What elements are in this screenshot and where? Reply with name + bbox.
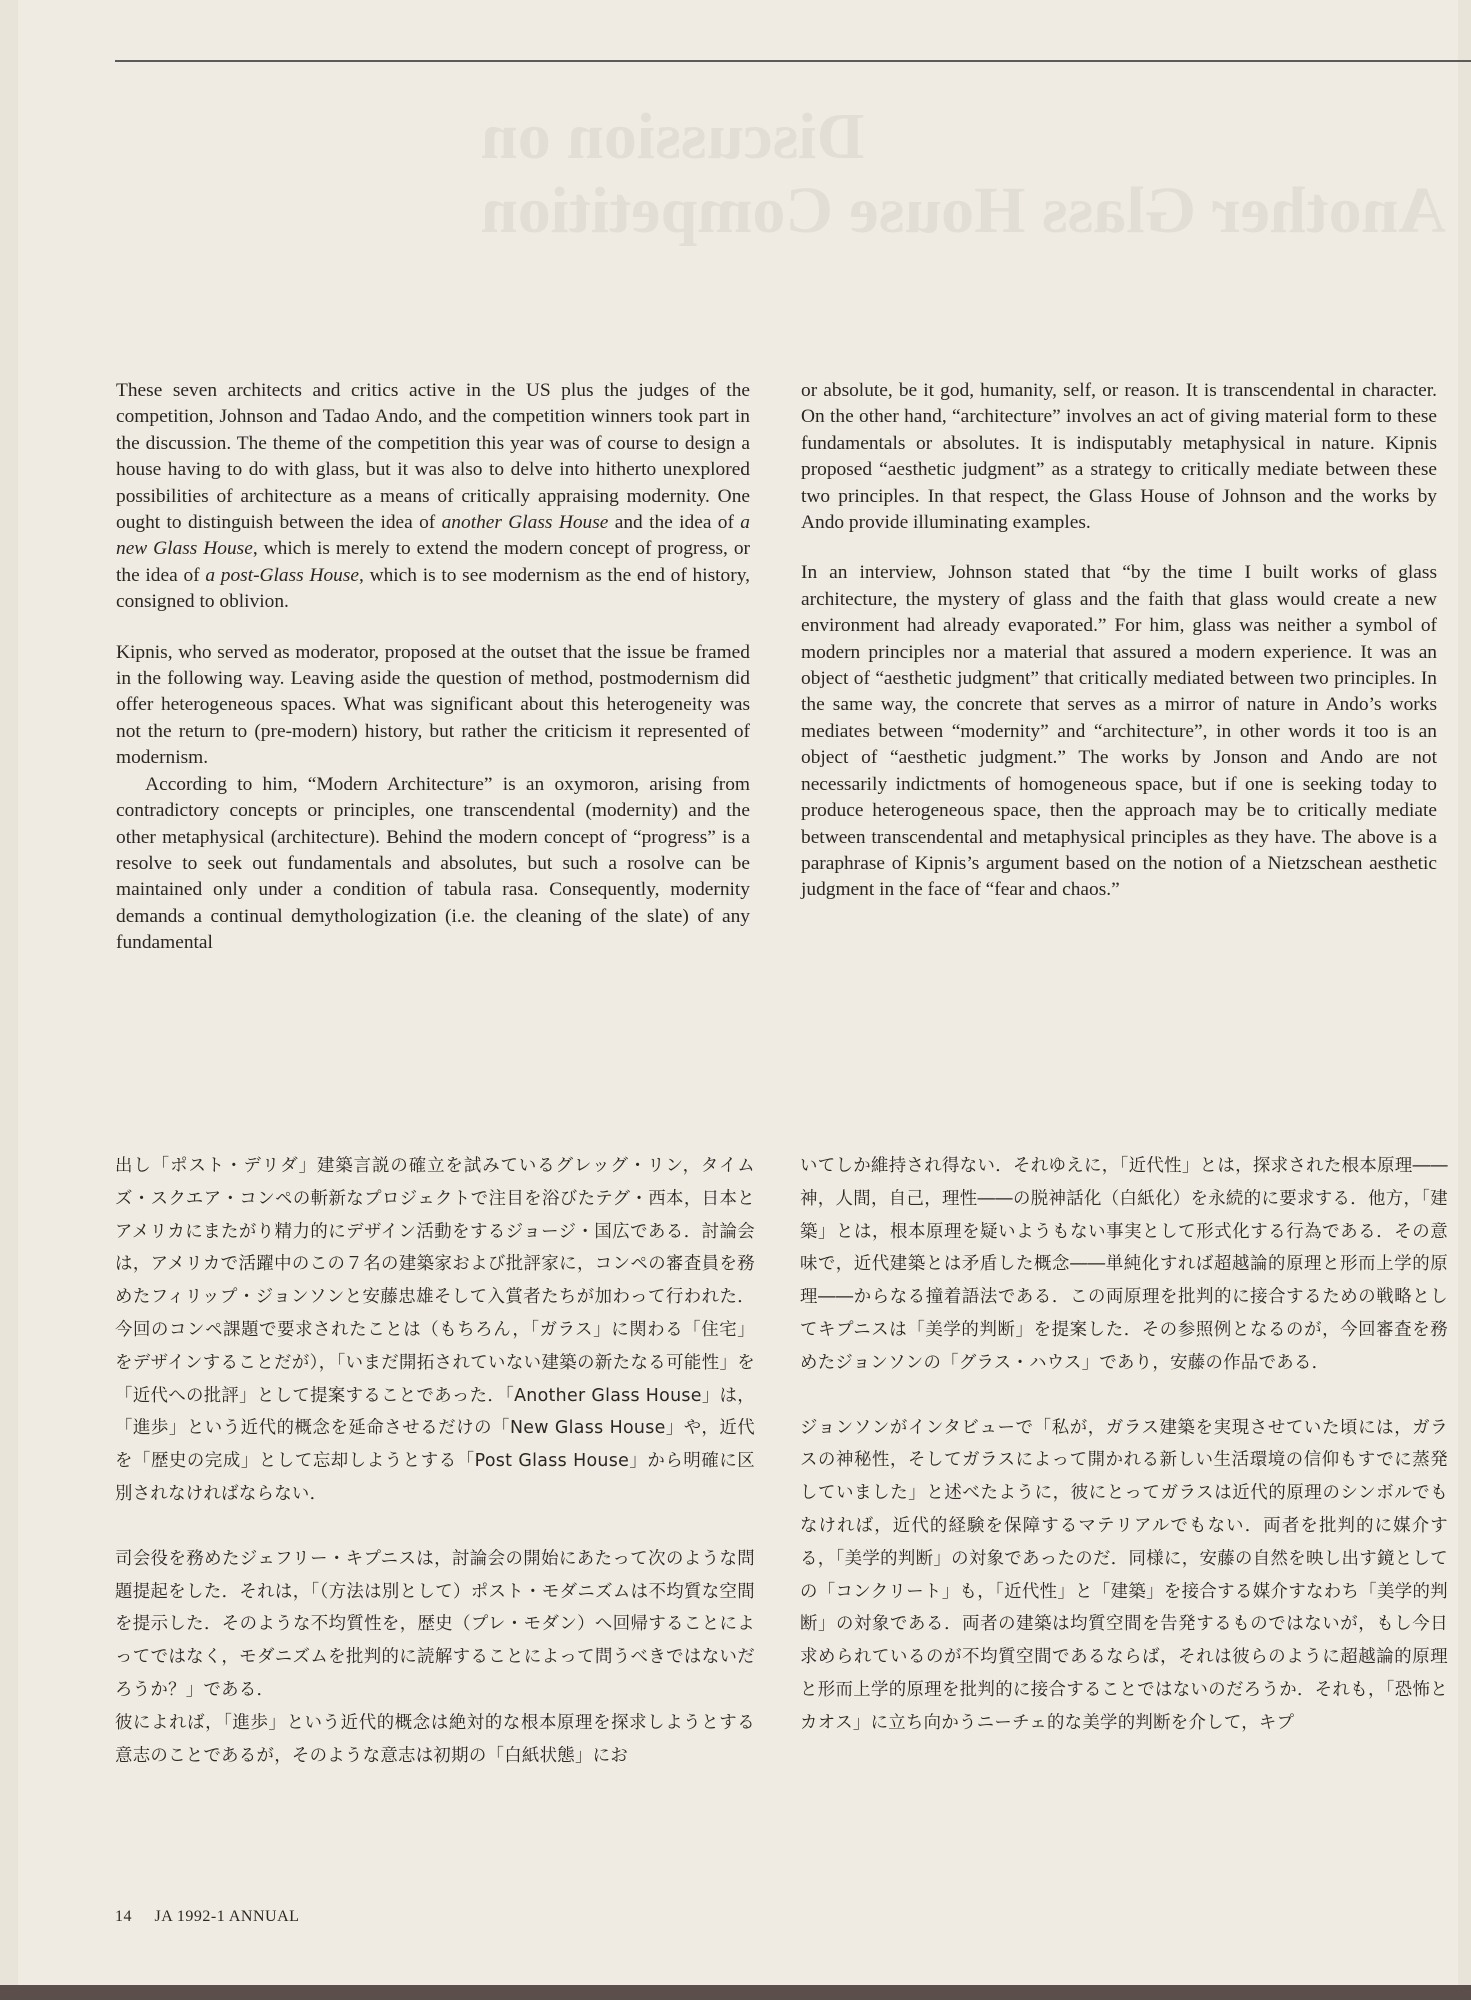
japanese-paragraph-5: ジョンソンがインタビューで「私が，ガラス建築を実現させていた頃には，ガラスの神秘性，そしてガラスによって開かれる新しい生活環境の信仰もすでに蒸発していました」と述べたように，彼にとってガラスは近代的原理のシンボルでもなければ，近代的経験を保障するマテリアルでもない．両者を批判的に媒介する，「美学的判断」の対象であったのだ．同様に，安藤の自然を映し出す鏡としての「コンクリート」も，「近代性」と「建築」を接合する媒介すなわち「美学的判断」の対象である．両者の建築は均質空間を告発するものではないが，もし今日求められているのが不均質空間であるならば，それは彼らのように超越論的原理と形而上学的原理を批判的に接合することではないのだろうか．それも，「恐怖とカオス」に立ち向かうニーチェ的な美学的判断を介して，キプ (800, 1417, 1448, 1733)
publication-name: JA 1992-1 ANNUAL (154, 1908, 300, 1925)
japanese-paragraph-1: 出し「ポスト・デリダ」建築言説の確立を試みているグレッグ・リン，タイムズ・スクエア・コンペの斬新なプロジェクトで注目を浴びたテグ・西本，日本とアメリカにまたがり精力的にデザイン活動をするジョージ・国広である．討論会は，アメリカで活躍中のこの７名の建築家および批評家に，コンペの審査員を務めたフィリップ・ジョンソンと安藤忠雄そして入賞者たちが加わって行われた．今回のコンペ課題で要求されたことは（もちろん，「ガラス」に関わる「住宅」をデザインすることだが），「いまだ開拓されていない建築の新たなる可能性」を「近代への批評」として提案することであった．「Another Glass House」は，「進歩」という近代的概念を延命させるだけの「New Glass House」や，近代を「歴史の完成」として忘却しようとする「Post Glass House」から明確に区別されなければならない． (115, 1156, 755, 1504)
japanese-paragraph-2: 司会役を務めたジェフリー・キプニスは，討論会の開始にあたって次のような問題提起をした．それは，「（方法は別として）ポスト・モダニズムは不均質な空間を提示した．そのような不均質性を，歴史（プレ・モダン）へ回帰することによってではなく，モダニズムを批判的に読解することによって問うべきではないだろうか？」である． (115, 1548, 755, 1700)
english-paragraph-oxymoron: According to him, “Modern Architecture” is an oxymoron, arising from contradictory concepts or principles, one transcendental (modernity) and the other metaphysical (architecture). Behind the modern concept of “progress” is a resolve to seek out fundamentals and absolutes, but such a rosolve can be maintained only under a condition of tabula rasa. Consequently, modernity demands a continual demythologization (i.e. the cleaning of the slate) of any fundamental (116, 773, 750, 954)
italic-term: a post-Glass House (205, 564, 359, 586)
italic-term: a new Glass House (116, 512, 750, 560)
english-column-left (116, 378, 750, 957)
japanese-column-left (115, 1150, 755, 1772)
bleed-through-title (481, 100, 1471, 248)
english-paragraph-intro: These seven architects and critics active in the US plus the judges of the competition, Johnson and Tadao Ando, and the competition winners took part in the discussion. The theme of the competition this year was of course to design a house having to do with glass, but it was also to delve into hitherto unexplored possibilities of architecture as a means of critically appraising modernity. One ought to distinguish between the idea of another Glass House and the idea of a new Glass House, which is merely to extend the modern concept of progress, or the idea of a post-Glass House, which is to see modernism as the end of history, consigned to oblivion. (116, 380, 750, 613)
japanese-paragraph-4: いてしか維持され得ない．それゆえに，「近代性」とは，探求された根本原理――神，人間，自己，理性――の脱神話化（白紙化）を永続的に要求する．他方，「建築」とは，根本原理を疑いようもない事実として形式化する行為である．その意味で，近代建築とは矛盾した概念――単純化すれば超越論的原理と形而上学的原理――からなる撞着語法である．この両原理を批判的に接合するための戦略としてキプニスは「美学的判断」を提案した．その参照例となるのが，今回審査を務めたジョンソンの「グラス・ハウス」であり，安藤の作品である． (800, 1156, 1448, 1373)
page-footer (115, 1908, 299, 1926)
page-number: 14 (115, 1908, 132, 1925)
english-paragraph-absolute: or absolute, be it god, humanity, self, or reason. It is transcendental in character. On the other hand, “architecture” involves an act of giving material form to these fundamentals or absolutes. It is indisputably metaphysical in nature. Kipnis proposed “aesthetic judgment” as a strategy to critically mediate between these two principles. In that respect, the Glass House of Johnson and the works by Ando provide illuminating examples. (801, 380, 1437, 534)
japanese-column-right (800, 1150, 1448, 1740)
english-column-right (801, 378, 1437, 904)
bleed-through-title-line-2: Another Glass House Competition (481, 174, 1446, 247)
bleed-through-title-line-1: Discussion on (481, 100, 865, 173)
scanner-edge (0, 1985, 1471, 2000)
english-paragraph-interview: In an interview, Johnson stated that “by the time I built works of glass architecture, the mystery of glass and the faith that glass would create a new environment had already evaporated.” For him, glass was neither a symbol of modern principles nor a material that assured a modern experience. It was an object of “aesthetic judgment” that critically mediated between two principles. In the same way, the concrete that serves as a mirror of nature in Ando’s works mediates between “modernity” and “architecture”, in other words it too is an object of “aesthetic judgment.” The works by Jonson and Ando are not necessarily indictments of homogeneous space, but if one is seeking today to produce heterogeneous space, then the approach may be to critically mediate between transcendental and metaphysical principles as they have. The above is a paraphrase of Kipnis’s argument based on the notion of a Nietzschean aesthetic judgment in the face of “fear and chaos.” (801, 562, 1437, 901)
italic-term: another Glass House (441, 512, 609, 534)
japanese-paragraph-3: 彼によれば，「進歩」という近代的概念は絶対的な根本原理を探求しようとする意志のことであるが，そのような意志は初期の「白紙状態」にお (115, 1712, 755, 1766)
english-paragraph-kipnis: Kipnis, who served as moderator, proposed at the outset that the issue be framed in the following way. Leaving aside the question of method, postmodernism did offer heterogeneous spaces. What was significant about this heterogeneity was not the return to (pre-modern) history, but rather the criticism it represented of modernism. (116, 641, 750, 769)
header-rule (115, 60, 1471, 62)
